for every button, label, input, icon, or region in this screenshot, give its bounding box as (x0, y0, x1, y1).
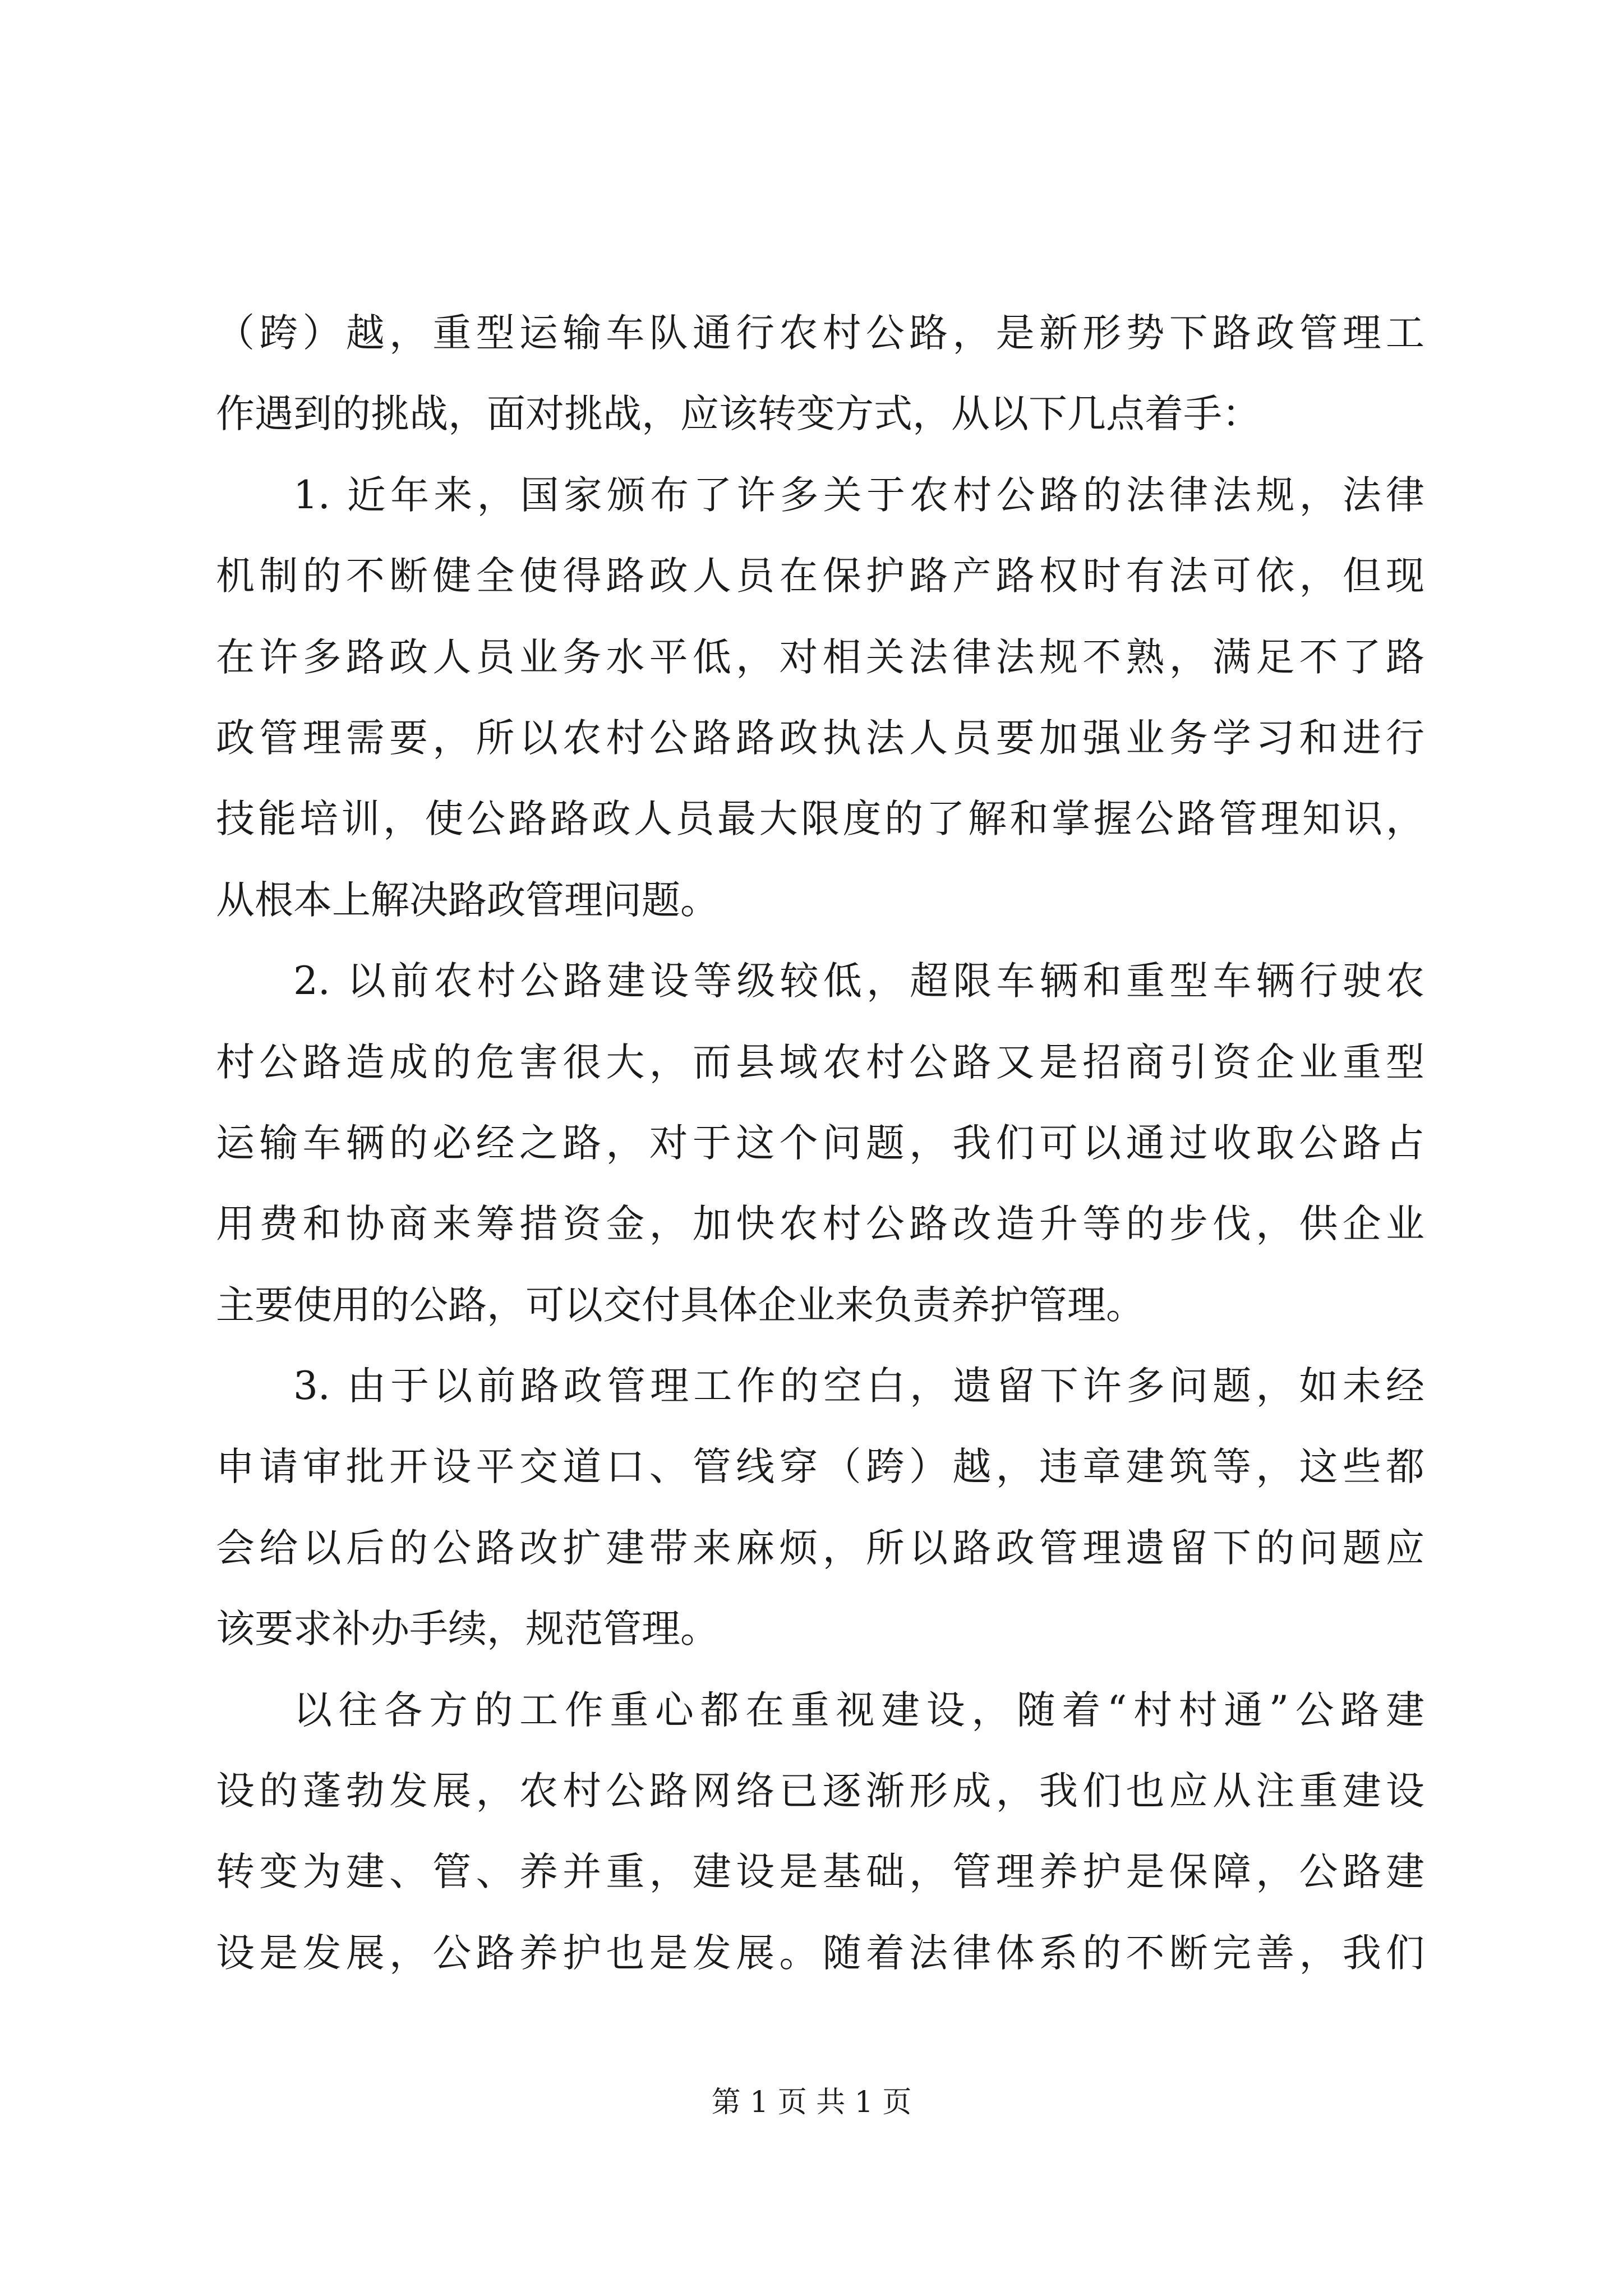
paragraph-first-line: 以往各方的工作重心都在重视建设，随着“村村通”公路建 (293, 1687, 1424, 1733)
text-line: 会给以后的公路改扩建带来麻烦，所以路政管理遗留下的问题应 (216, 1525, 1424, 1571)
text-line: 政管理需要，所以农村公路路政执法人员要加强业务学习和进行 (216, 715, 1424, 761)
text-line: 运输车辆的必经之路，对于这个问题，我们可以通过收取公路占 (216, 1120, 1424, 1166)
text-line: 设的蓬勃发展，农村公路网络已逐渐形成，我们也应从注重建设 (216, 1769, 1424, 1814)
text-line: （跨）越，重型运输车队通行农村公路，是新形势下路政管理工 (216, 311, 1424, 356)
text-line: 转变为建、管、养并重，建设是基础，管理养护是保障，公路建 (216, 1849, 1424, 1895)
body-text (216, 293, 1424, 1994)
text-line: 从根本上解决路政管理问题。 (216, 877, 719, 923)
text-line: 作遇到的挑战，面对挑战，应该转变方式，从以下几点着手： (216, 392, 1261, 437)
page-footer: 第 1 页 共 1 页 (711, 2086, 912, 2119)
text-line: 用费和协商来筹措资金，加快农村公路改造升等的步伐，供企业 (216, 1202, 1424, 1247)
paragraph-first-line: 3. 由于以前路政管理工作的空白，遗留下许多问题，如未经 (293, 1364, 1424, 1409)
text-line: 设是发展，公路养护也是发展。随着法律体系的不断完善，我们 (216, 1930, 1424, 1976)
text-line: 技能培训，使公路路政人员最大限度的了解和掌握公路管理知识， (216, 797, 1424, 842)
text-line: 村公路造成的危害很大，而县域农村公路又是招商引资企业重型 (216, 1039, 1424, 1085)
text-line: 在许多路政人员业务水平低，对相关法律法规不熟，满足不了路 (216, 634, 1424, 680)
text-line: 机制的不断健全使得路政人员在保护路产路权时有法可依，但现 (216, 554, 1424, 599)
text-line: 申请审批开设平交道口、管线穿（跨）越，违章建筑等，这些都 (216, 1444, 1424, 1490)
paragraph-first-line: 2. 以前农村公路建设等级较低，超限车辆和重型车辆行驶农 (293, 959, 1424, 1004)
text-line: 主要使用的公路，可以交付具体企业来负责养护管理。 (216, 1282, 1145, 1328)
text-line: 该要求补办手续，规范管理。 (216, 1607, 719, 1652)
paragraph-first-line: 1. 近年来，国家颁布了许多关于农村公路的法律法规，法律 (293, 472, 1424, 518)
